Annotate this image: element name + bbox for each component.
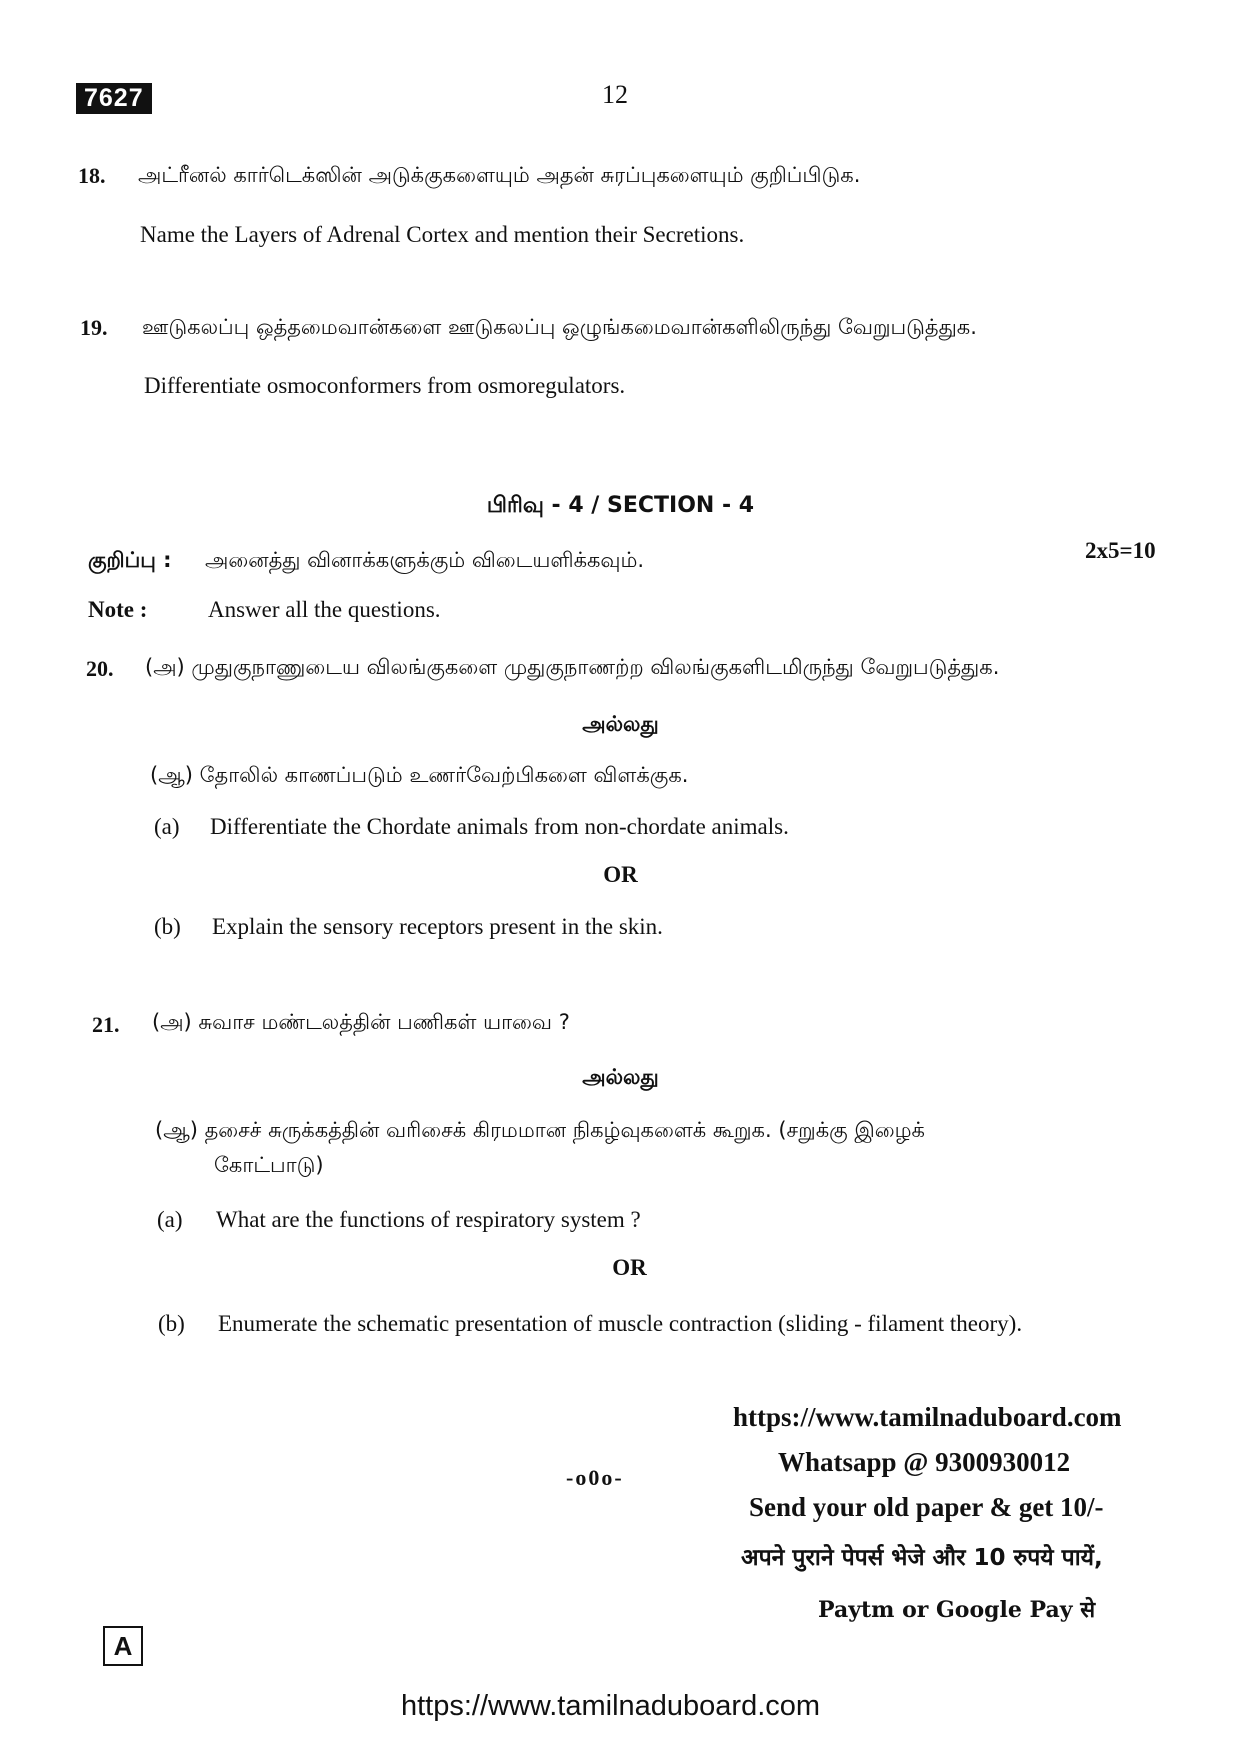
question-19-tamil: ஊடுகலப்பு ஒத்தமைவான்களை ஊடுகலப்பு ஒழுங்கமைவான்களிலிருந்து வேறுபடுத்துக. [142,315,977,339]
question-18-tamil: அட்ரீனல் கார்டெக்ஸின் அடுக்குகளையும் அதன் சுரப்புகளையும் குறிப்பிடுக. [138,163,861,187]
question-20-a-tamil: (அ) முதுகுநாணுடைய விலங்குகளை முதுகுநாணற்ற விலங்குகளிடமிருந்து வேறுபடுத்துக. [145,655,1000,679]
question-21-a-english: What are the functions of respiratory system ? [216,1207,641,1232]
note-label-english: Note : [88,597,148,622]
question-21-b-english: Enumerate the schematic presentation of muscle contraction (sliding - filament theory). [218,1311,1023,1336]
question-21-or-english: OR [612,1255,647,1280]
note-text-tamil: அனைத்து வினாக்களுக்கும் விடையளிக்கவும். [205,548,645,572]
note-text-english: Answer all the questions. [208,597,441,622]
question-20-or-tamil: அல்லது [582,712,659,736]
question-21-a-label: (a) [157,1207,183,1232]
question-21-a-tamil: (அ) சுவாச மண்டலத்தின் பணிகள் யாவை ? [152,1010,570,1034]
promo-pay: Paytm or Google Pay से [818,1597,1096,1623]
question-20-or-english: OR [603,862,638,887]
promo-url: https://www.tamilnaduboard.com [733,1402,1122,1432]
promo-whatsapp: Whatsapp @ 9300930012 [778,1447,1071,1477]
end-mark: -o0o- [566,1465,624,1490]
footer-url: https://www.tamilnaduboard.com [400,1690,821,1722]
paper-code-badge: 7627 [76,83,152,114]
question-20-a-label: (a) [154,814,180,839]
question-21-number: 21. [92,1012,120,1037]
question-19-english: Differentiate osmoconformers from osmoregulators. [144,373,626,398]
question-20-b-label: (b) [154,914,181,939]
question-20-a-english: Differentiate the Chordate animals from non-chordate animals. [210,814,789,839]
question-18-english: Name the Layers of Adrenal Cortex and mention their Secretions. [140,222,745,247]
page-number: 12 [602,80,628,109]
section-marks: 2x5=10 [1085,538,1156,563]
note-label-tamil: குறிப்பு : [88,548,172,572]
promo-send: Send your old paper & get 10/- [749,1492,1104,1522]
question-21-b-tamil-line2: கோட்பாடு) [214,1153,324,1177]
question-20-number: 20. [86,656,114,681]
question-19-number: 19. [80,315,108,340]
section-title: பிரிவு - 4 / SECTION - 4 [486,493,755,518]
version-box: A [103,1626,143,1666]
question-20-b-english: Explain the sensory receptors present in the skin. [212,914,663,939]
question-21-or-tamil: அல்லது [582,1065,659,1089]
question-18-number: 18. [78,163,106,188]
promo-hindi: अपने पुराने पेपर्स भेजे और 10 रुपये पायें, [741,1545,1103,1571]
question-21-b-label: (b) [158,1311,185,1336]
question-20-b-tamil: (ஆ) தோலில் காணப்படும் உணர்வேற்பிகளை விளக்குக. [150,763,689,787]
question-21-b-tamil-line1: (ஆ) தசைச் சுருக்கத்தின் வரிசைக் கிரமமான நிகழ்வுகளைக் கூறுக. (சறுக்கு இழைக் [155,1118,925,1142]
